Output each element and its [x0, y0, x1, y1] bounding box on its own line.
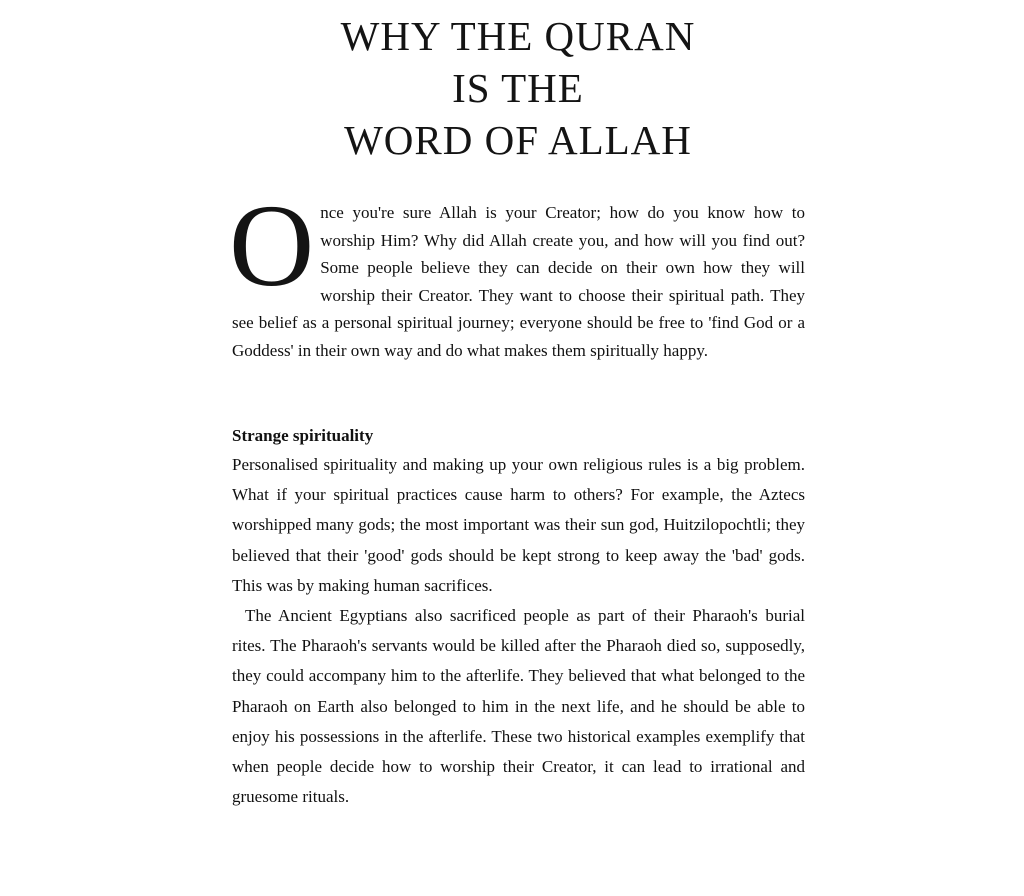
intro-paragraph: [229, 180, 805, 365]
section-paragraph-2: The Ancient Egyptians also sacrificed people as part of their Pharaoh's burial rites. The Pharaoh's servants would be killed after the Pharaoh died so, supposedly, they could accompany him to the afterlife. They believed that what belonged to the Pharaoh on Earth also belonged to him in the next life, and he should be able to enjoy his possessions in the afterlife. These two historical examples exemplify that when people decide how to worship their Creator, it can lead to irrational and gruesome rituals.: [232, 606, 805, 807]
title-line-3: WORD OF ALLAH: [344, 117, 692, 163]
section-heading: Strange spirituality: [232, 426, 374, 445]
section-paragraph-1: Personalised spirituality and making up your own religious rules is a big problem. What if your spiritual practices cause harm to others? For example, the Aztecs worshipped many gods; the most important was their sun god, Huitzilopochtli; they believed that their 'good' gods should be kept strong to keep away the 'bad' gods. This was by making human sacrifices.: [232, 455, 805, 595]
title-line-2: IS THE: [452, 65, 584, 111]
title-line-1: WHY THE QURAN: [340, 13, 696, 59]
page-title: [0, 10, 1024, 166]
drop-cap: O: [229, 180, 315, 311]
section-strange-spirituality: [232, 422, 805, 812]
intro-text: nce you're sure Allah is your Creator; how do you know how to worship Him? Why did Allah create you, and how will you find out? Some people believe they can decide on their own how they will worship their Creator. They want to choose their spiritual path. They see belief as a personal spiritual journey; everyone should be free to 'find God or a Goddess' in their own way and do what makes them spiritually happy.: [232, 203, 805, 360]
